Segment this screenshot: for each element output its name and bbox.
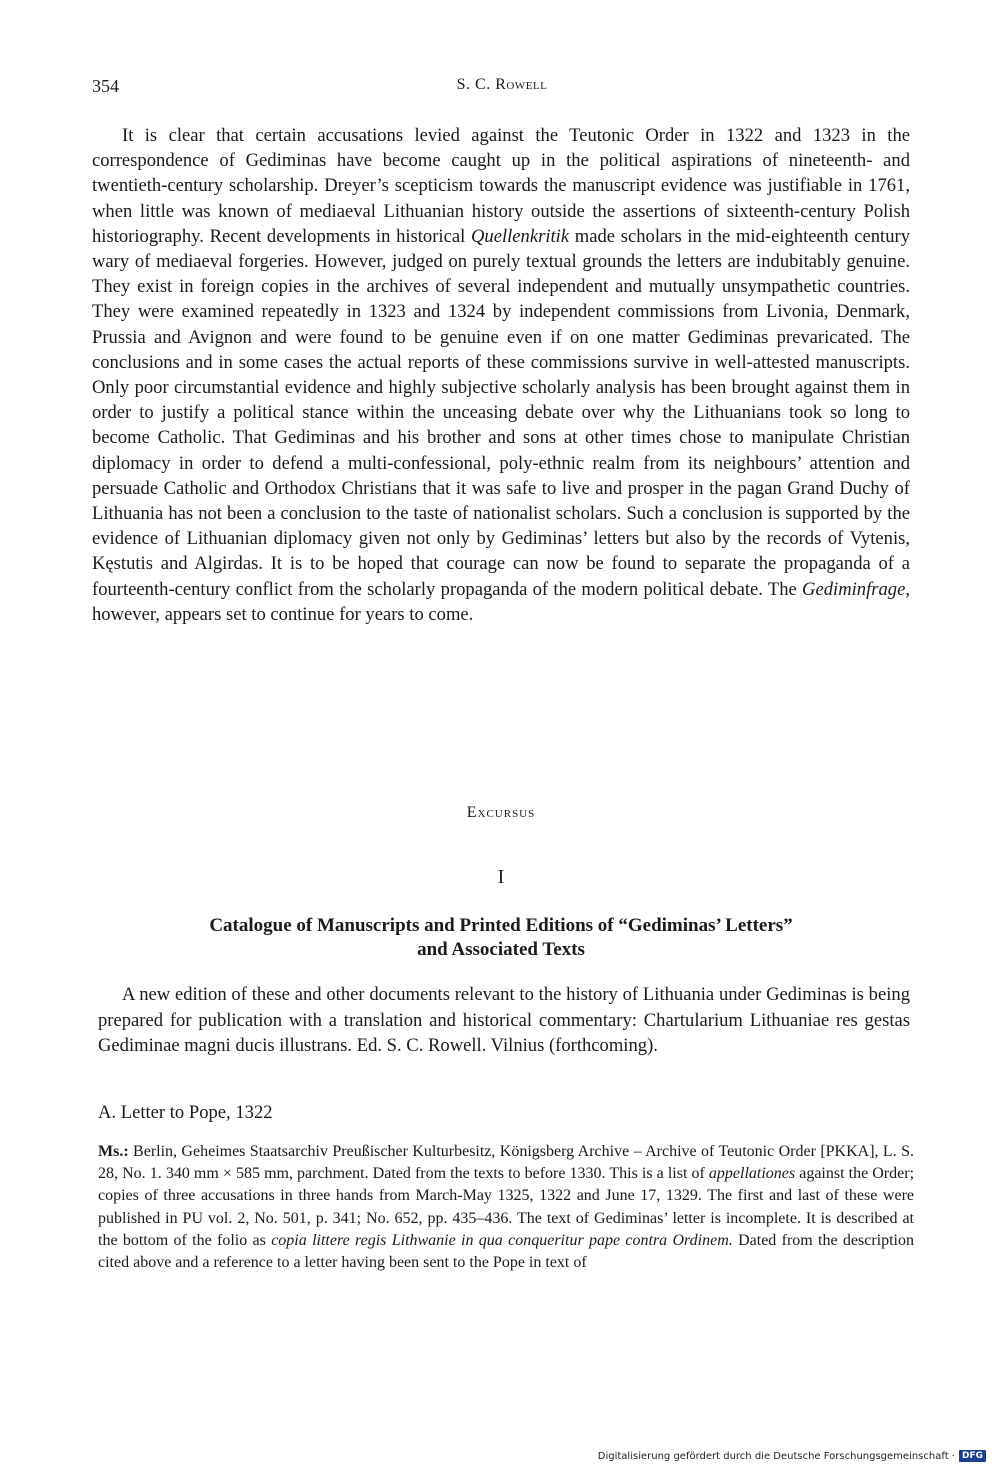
intro-paragraph: A new edition of these and other documents relevant to the history of Lithuania under Gediminas is being prepared for publication with a translation and historical commentary: Chartularium Lithuaniae res gestas Gediminae magni ducis illustrans. Ed. S. C. Rowell. Vilnius (forthcoming). bbox=[98, 984, 910, 1056]
footer-text: Digitalisierung gefördert durch die Deutsche Forschungsgemeinschaft · bbox=[597, 1450, 955, 1462]
running-title: S. C. Rowell bbox=[456, 76, 548, 93]
page-number: 354 bbox=[92, 76, 119, 96]
catalogue-title bbox=[92, 914, 910, 962]
text-segment: Berlin, Geheimes Staatsarchiv Preußischer Kulturbesitz, Königsberg Archive – Archive of Teutonic Order [PKKA], L. S. 28, No. 1. 340 mm × 585 mm, parchment. Dated from the texts to before 1330. This is a list of bbox=[98, 1143, 914, 1183]
manuscript-description bbox=[98, 1141, 914, 1274]
italic-term: Quellenkritik bbox=[470, 225, 570, 247]
italic-term: Gediminfrage bbox=[802, 578, 906, 600]
ms-label: Ms.: bbox=[98, 1143, 129, 1160]
text-segment: against the Order; copies of three accusations in three hands from March-May 1325, 1322 and June 17, 1329. The first and last of these were published in PU vol. 2, No. 501, p. 341; No. 652, pp. 435–436. The text of Gediminas’ letter is incomplete. It is described at the bottom of the folio as bbox=[98, 1165, 915, 1249]
text-segment: It is clear that certain accusations levied against the Teutonic Order in 1322 and 1323 in the correspondence of Gediminas have become caught up in the political aspirations of nineteenth- and twentieth-century scholarship. Dreyer’s scepticism towards the manuscript evidence was justifiable in 1761, when little was known of mediaeval Lithuanian history outside the assertions of sixteenth-century Polish historiography. Recent developments in historical bbox=[92, 125, 910, 247]
italic-quote: copia littere regis Lithwanie in qua conqueritur pape contra Ordinem. bbox=[271, 1231, 733, 1249]
main-paragraph bbox=[92, 123, 910, 627]
italic-term: appellationes bbox=[708, 1165, 796, 1183]
text-segment: made scholars in the mid-eighteenth century wary of mediaeval forgeries. However, judged on purely textual grounds the letters are indubitably genuine. They exist in foreign copies in the archives of several independent and mutually unsympathetic countries. They were examined repeatedly in 1323 and 1324 by independent commissions from Livonia, Denmark, Prussia and Avignon and were found to be genuine even if on one matter Gediminas prevaricated. The conclusions and in some cases the actual reports of these commissions survive in well-attested manuscripts. Only poor circumstantial evidence and highly subjective scholarly analysis has been brought against them in order to justify a political stance within the unceasing debate over why the Lithuanians took so long to become Catholic. That Gediminas and his brother and sons at other times chose to manipulate Christian diplomacy in order to defend a multi-confessional, poly-ethnic realm from its neighbours’ attention and persuade Catholic and Orthodox Christians that it was safe to live and prosper in the pagan Grand Duchy of Lithuania has not been a conclusion to the taste of nationalist scholars. Such a conclusion is supported by the evidence of Lithuanian diplomacy given not only by Gediminas’ letters but also by the records of Vytenis, Kęstutis and Algirdas. It is to be hoped that courage can now be found to separate the propaganda of a fourteenth-century conflict from the scholarly propaganda of the modern political debate. The bbox=[92, 225, 910, 600]
text-segment: Dated from the description cited above and a reference to a letter having been sent to the Pope in text of bbox=[98, 1231, 914, 1272]
catalogue-title-line1: Catalogue of Manuscripts and Printed Editions of “Gediminas’ Letters” bbox=[209, 915, 793, 936]
section-numeral: I bbox=[497, 866, 505, 888]
section-a-heading: A. Letter to Pope, 1322 bbox=[98, 1102, 273, 1123]
catalogue-title-line2: and Associated Texts bbox=[417, 939, 585, 960]
page-header bbox=[92, 76, 912, 100]
digitization-footer bbox=[598, 1450, 986, 1462]
excursus-heading: Excursus bbox=[466, 804, 536, 821]
dfg-logo-icon: DFG bbox=[959, 1450, 986, 1462]
text-segment: , however, appears set to continue for years to come. bbox=[92, 578, 910, 625]
